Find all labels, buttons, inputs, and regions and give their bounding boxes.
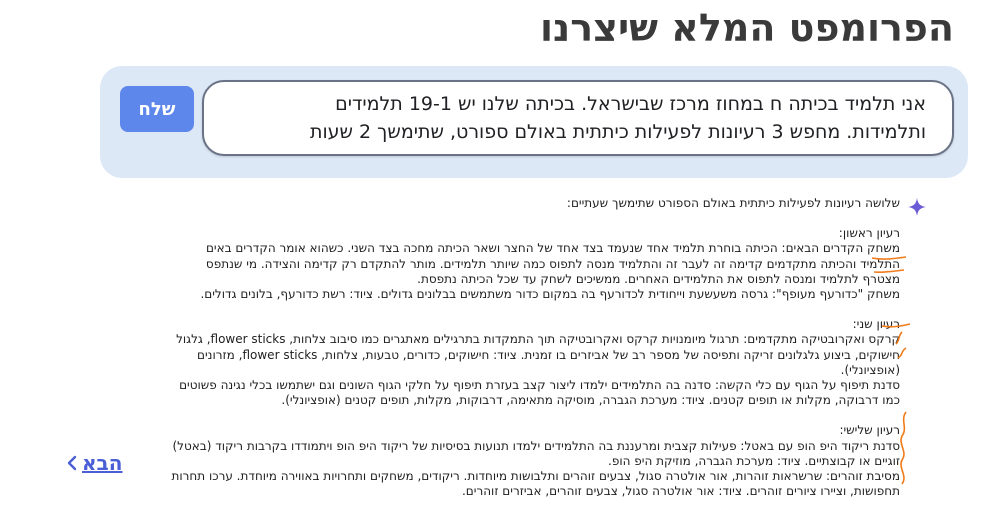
idea-heading: רעיון שלישי:	[839, 423, 900, 438]
response-line: מסיבת זוהרים: שרשראות זוהרות, אור אולטרה סגול, צבעים זוהרים ותלבושות מיוחדות. ריקודים, משחקים ותחרויות באווירה מיוחדת. ערכו תחרות	[171, 469, 900, 484]
response-line: כמו דרבוקה, מקלות או תופים קטנים. ציוד: מערכת הגברה, מוסיקה מתאימה, דרבוקות, מקלות, תופים קטנים (אופציונלי).	[281, 393, 900, 408]
response-body	[171, 196, 900, 499]
idea-heading: רעיון ראשון:	[838, 226, 900, 241]
response-line: מצטרף לתלמיד ומנסה לתפוס את התלמידים האחרים. ממשיכים לשחק עד שכל הכיתה נתפסת.	[417, 271, 900, 286]
prompt-line: ותלמידות. מחפש 3 רעיונות לפעילות כיתתית באולם ספורט, שתימשך 2 שעות	[309, 121, 926, 143]
response-line: משחק "כדורעף מעופף": גרסה משעשעת וייחודית לכדורעף בה במקום כדור משתמשים בבלונים גדולים. ציוד: רשת כדורעף, בלונים גדולים.	[200, 287, 900, 302]
response-line: תחפושות, וציירו ציורים זוהרים. ציוד: אור אולטרה סגול, צבעים זוהרים, אביזרים זוהרים.	[461, 484, 900, 499]
chevron-left-icon	[66, 455, 78, 471]
response-intro: שלושה רעיונות לפעילות כיתתית באולם הספורט שתימשך שעתיים:	[566, 196, 900, 210]
prompt-text	[226, 90, 926, 146]
response-line: חישוקים, ביצוע גלגלונים זריקה ותפיסה של מספר רב של אביזרים בו זמנית. ציוד: חישוקים, כדורים, טבעות, צלחות, flower sticks, מזרונים	[197, 347, 900, 362]
send-button[interactable]: שלח	[120, 86, 194, 132]
response-line: (אופציונלי).	[840, 362, 900, 377]
next-link-label: הבא	[82, 451, 123, 475]
prompt-panel	[100, 66, 968, 178]
response-line: סדנת ריקוד היפ הופ עם באטל: פעילות קצבית ומרעננת בה התלמידים ילמדו תנועות בסיסיות של ריקוד היפ הופ ויתמודדו בקרבות ריקוד (באטל)	[172, 438, 900, 453]
page-title: הפרומפט המלא שיצרנו	[540, 6, 954, 50]
response-line: התלמיד והכיתה מתקדמים קדימה זה לעבר זה והתלמיד מנסה לתפוס כמה שיותר תלמידים. מותר להתקדם רק קדימה והצידה. מי שנתפס	[205, 256, 900, 271]
response-line: קרקס ואקרובטיקה מתקדמים: תרגול מיומנויות קרקס ואקרובטיקה תוך התמקדות בתרגילים מאתגרים כמו סיבוב צלחות, flower sticks, גלגול	[176, 332, 900, 347]
response-line: סדנת תיפוף על הגוף עם כלי הקשה: סדנה בה התלמידים ילמדו ליצור קצב בעזרת תיפוף על חלקי הגוף השונים וגם ישתמשו בכלי נגינה פשוטים	[179, 378, 900, 393]
response-line: משחק הקדרים הבאים: הכיתה בוחרת תלמיד אחד שנעמד בצד אחד של החצר ושאר הכיתה מחכה בצד השני. כשהוא אומר הקדרים באים	[205, 241, 900, 256]
response-line: זוגיים או קבוצתיים. ציוד: מערכת הגברה, מוזיקת היפ הופ.	[608, 453, 900, 468]
prompt-line: אני תלמיד בכיתה ח במחוז מרכז שבישראל. בכיתה שלנו יש 19-1 תלמידים	[335, 93, 926, 115]
next-link[interactable]	[66, 451, 123, 475]
idea-heading: רעיון שני:	[852, 317, 900, 332]
sparkle-icon	[906, 196, 928, 218]
prompt-input[interactable]	[202, 80, 954, 156]
